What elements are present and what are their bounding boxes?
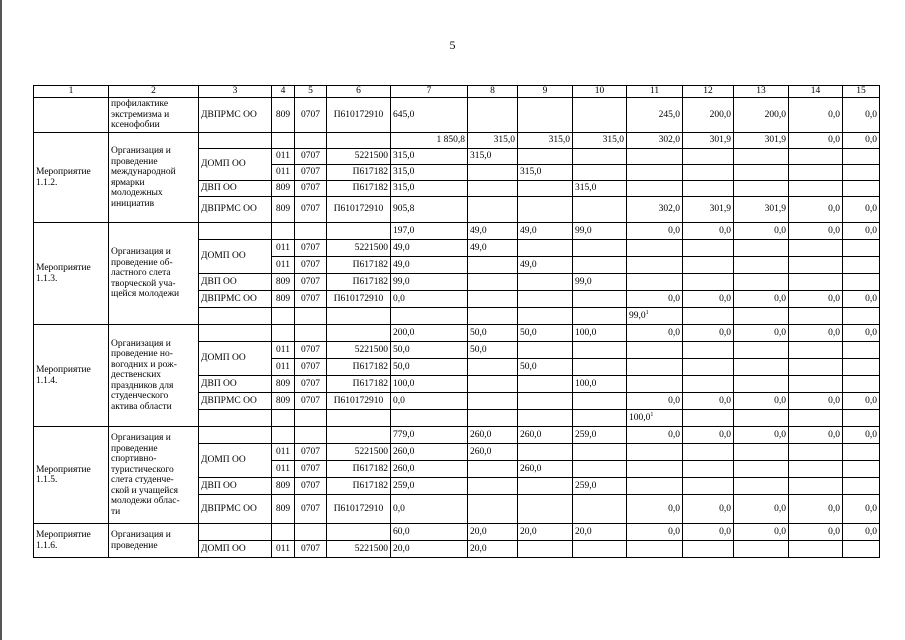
footnote-value: 100,0 (629, 412, 651, 423)
table-cell: 20,0 (573, 524, 627, 541)
event-name-line: Организация и (111, 530, 171, 540)
table-cell: 011 (272, 444, 295, 461)
event-name-cell (109, 427, 199, 524)
table-cell: 0,0 (843, 427, 880, 444)
table-cell: 315,0 (573, 133, 627, 149)
event-name-cell (109, 133, 199, 223)
table-cell: 0707 (295, 393, 327, 410)
event-id-cell (34, 98, 109, 133)
table-cell: 905,8 (391, 197, 468, 223)
table-cell: 011 (272, 359, 295, 376)
table-cell: 779,0 (391, 427, 468, 444)
table-cell: 0707 (295, 461, 327, 478)
table-cell: П617182 (327, 478, 391, 495)
table-cell (468, 98, 518, 133)
table-cell: 0,0 (683, 427, 734, 444)
event-name-line: Организация и (111, 433, 171, 443)
table-cell: 809 (272, 495, 295, 524)
table-cell: 0,0 (734, 495, 789, 524)
event-name-line: Организация и (111, 338, 171, 349)
event-name-line: ской и учащейся (111, 485, 178, 496)
table-cell: 99,0 (573, 223, 627, 240)
event-name-cell: профилактике экстремизма и ксенофобии (109, 98, 199, 133)
table-cell: 50,0 (468, 342, 518, 359)
table-cell: 809 (272, 98, 295, 133)
table-cell: 100,0 (573, 376, 627, 393)
table-cell: 315,0 (468, 133, 518, 149)
table-cell: 49,0 (468, 240, 518, 257)
table-cell: 315,0 (518, 165, 573, 181)
event-name-line: праздников для (111, 380, 174, 391)
page-left-edge (0, 0, 2, 640)
table-cell: 0,0 (734, 291, 789, 308)
org-cell: ДОМП ОО (199, 342, 272, 376)
event-id-cell: Мероприятие 1.1.4. (34, 325, 109, 427)
event-name-cell (109, 524, 199, 558)
table-cell: 0,0 (627, 427, 683, 444)
table-cell: 0,0 (789, 427, 843, 444)
table-cell: 809 (272, 291, 295, 308)
column-header: 11 (627, 86, 683, 98)
table-cell: 0,0 (391, 291, 468, 308)
event-name-line: щейся молодежи (111, 289, 180, 300)
table-cell: 315,0 (391, 165, 468, 181)
column-header: 1 (34, 86, 109, 98)
table-cell: 50,0 (468, 325, 518, 342)
table-cell: 200,0 (683, 98, 734, 133)
table-cell: 0,0 (683, 325, 734, 342)
event-id-cell: Мероприятие 1.1.3. (34, 223, 109, 325)
table-cell: 259,0 (391, 478, 468, 495)
table-cell: 49,0 (518, 257, 573, 274)
table-cell: 0,0 (734, 223, 789, 240)
table-cell: 0,0 (789, 133, 843, 149)
table-cell: 50,0 (518, 325, 573, 342)
footnote-mark: 1 (645, 309, 649, 316)
table-cell: 0707 (295, 376, 327, 393)
event-name-line: проведение об- (111, 257, 173, 268)
table-cell: 0,0 (734, 393, 789, 410)
event-id-cell: Мероприятие 1.1.6. (34, 524, 109, 558)
table-cell: 809 (272, 376, 295, 393)
table-cell: 0,0 (843, 393, 880, 410)
table-cell: 0,0 (843, 133, 880, 149)
table-cell: П617182 (327, 181, 391, 197)
table-cell: 50,0 (391, 342, 468, 359)
table-cell: 315,0 (468, 149, 518, 165)
table-cell: 0,0 (843, 325, 880, 342)
column-header: 6 (327, 86, 391, 98)
table-cell: 0,0 (683, 524, 734, 541)
table-cell: 0,0 (683, 223, 734, 240)
table-cell: 0,0 (789, 393, 843, 410)
event-name-cell (109, 325, 199, 427)
event-name-line: творческой уча- (111, 278, 176, 289)
table-cell: 5221500 (327, 149, 391, 165)
table-cell: 1 850,8 (391, 133, 468, 149)
table-cell: 20,0 (468, 524, 518, 541)
event-name-line: вогодних и рож- (111, 359, 177, 370)
table-row (34, 325, 880, 342)
event-name-line: актива области (111, 401, 172, 412)
table-cell: 809 (272, 197, 295, 223)
table-cell: 99,0 (573, 274, 627, 291)
event-name-line: проведение но- (111, 349, 173, 360)
table-cell: 809 (272, 478, 295, 495)
table-cell: 301,9 (734, 197, 789, 223)
table-cell: 0,0 (627, 291, 683, 308)
table-cell: 0,0 (843, 98, 880, 133)
org-cell: ДВП ОО (199, 274, 272, 291)
table-cell: 200,0 (734, 98, 789, 133)
event-name-line: ти (111, 506, 121, 517)
table-cell: 20,0 (391, 541, 468, 558)
table-cell: 302,0 (627, 197, 683, 223)
table-cell: 0,0 (843, 223, 880, 240)
event-name-line: туристического (111, 464, 174, 475)
table-cell: 197,0 (391, 223, 468, 240)
org-cell: ДВПРМС ОО (199, 98, 272, 133)
table-cell: 259,0 (573, 478, 627, 495)
event-name-line: дественских (111, 370, 162, 381)
column-header: 5 (295, 86, 327, 98)
table-cell: 0,0 (843, 291, 880, 308)
table-cell: 260,0 (518, 427, 573, 444)
table-cell: 301,9 (734, 133, 789, 149)
table-cell: 809 (272, 393, 295, 410)
column-header: 9 (518, 86, 573, 98)
table-cell: 260,0 (391, 444, 468, 461)
table-cell (573, 98, 627, 133)
table-cell: 0,0 (789, 524, 843, 541)
table-row (34, 133, 880, 149)
table-cell: 011 (272, 461, 295, 478)
table-cell: 0707 (295, 541, 327, 558)
org-cell: ДВП ОО (199, 376, 272, 393)
table-cell: 011 (272, 240, 295, 257)
table-cell: 809 (272, 274, 295, 291)
table-cell: 99,0 (391, 274, 468, 291)
table-cell: 0707 (295, 291, 327, 308)
event-name-cell (109, 223, 199, 325)
org-cell: ДВП ОО (199, 181, 272, 197)
table-cell: 60,0 (391, 524, 468, 541)
event-id-cell: Мероприятие 1.1.2. (34, 133, 109, 223)
table-cell: 315,0 (391, 181, 468, 197)
table-cell: 0707 (295, 257, 327, 274)
table-cell: 0707 (295, 240, 327, 257)
table-cell: 5221500 (327, 444, 391, 461)
column-header: 8 (468, 86, 518, 98)
table-cell: 0707 (295, 495, 327, 524)
table-cell: П617182 (327, 165, 391, 181)
table-cell (518, 98, 573, 133)
table-cell: 0,0 (789, 495, 843, 524)
table-cell: 0707 (295, 274, 327, 291)
org-cell: ДВПРМС ОО (199, 197, 272, 223)
event-name: Организация и проведение международной ярмарки молодежных инициатив (111, 146, 176, 209)
table-cell: 0707 (295, 342, 327, 359)
column-header: 4 (272, 86, 295, 98)
table-cell: 0707 (295, 149, 327, 165)
table-cell: 100,0 (391, 376, 468, 393)
column-header: 7 (391, 86, 468, 98)
table-cell: 0,0 (627, 223, 683, 240)
org-cell: ДВПРМС ОО (199, 393, 272, 410)
table-cell: 0707 (295, 359, 327, 376)
table-cell: П617182 (327, 274, 391, 291)
table-cell: 011 (272, 541, 295, 558)
event-name-line: Организация и (111, 247, 171, 258)
table-cell: 49,0 (391, 240, 468, 257)
org-cell: ДОМП ОО (199, 541, 272, 558)
table-cell: 20,0 (518, 524, 573, 541)
table-cell: 5221500 (327, 342, 391, 359)
column-header: 14 (789, 86, 843, 98)
table-cell: 0,0 (789, 197, 843, 223)
event-name-line: молодежи облас- (111, 496, 180, 506)
table-cell: 0,0 (683, 291, 734, 308)
table-cell: П617182 (327, 461, 391, 478)
table-cell: 0707 (295, 478, 327, 495)
table-cell: 20,0 (468, 541, 518, 558)
table-cell: 0,0 (683, 393, 734, 410)
table-row (34, 524, 880, 541)
table-cell: 0,0 (789, 325, 843, 342)
table-row (34, 223, 880, 240)
table-cell: П617182 (327, 359, 391, 376)
org-cell: ДОМП ОО (199, 240, 272, 274)
table-cell: 0,0 (683, 495, 734, 524)
table-cell: П610172910 (327, 98, 391, 133)
table-cell: 50,0 (391, 359, 468, 376)
table-cell: 5221500 (327, 240, 391, 257)
table-cell: 0,0 (789, 291, 843, 308)
footnote-cell (627, 308, 683, 325)
table-cell: 259,0 (573, 427, 627, 444)
table-cell: 0,0 (789, 223, 843, 240)
column-header: 3 (199, 86, 272, 98)
column-header: 10 (573, 86, 627, 98)
table-cell: 0707 (295, 98, 327, 133)
table-cell: 0707 (295, 165, 327, 181)
table-cell: 301,9 (683, 133, 734, 149)
table-cell: 49,0 (391, 257, 468, 274)
event-name-line: студенческого (111, 391, 169, 402)
org-cell: ДОМП ОО (199, 149, 272, 181)
table-cell: 0,0 (843, 495, 880, 524)
table-cell: 0,0 (391, 495, 468, 524)
table-cell: 260,0 (468, 444, 518, 461)
table-row (34, 427, 880, 444)
footnote-mark: 1 (650, 411, 654, 418)
table-cell: 0707 (295, 444, 327, 461)
table-cell: 0,0 (734, 427, 789, 444)
table-cell: П617182 (327, 376, 391, 393)
table-cell: 011 (272, 342, 295, 359)
table-cell: 200,0 (391, 325, 468, 342)
footnote-value: 99,0 (629, 310, 646, 321)
table-cell: 245,0 (627, 98, 683, 133)
table-cell: 0,0 (627, 495, 683, 524)
table-cell: 315,0 (391, 149, 468, 165)
column-header: 15 (843, 86, 880, 98)
table-cell: 260,0 (518, 461, 573, 478)
column-header: 13 (734, 86, 789, 98)
table-cell: 0,0 (627, 393, 683, 410)
event-name-line: спортивно- (111, 454, 157, 464)
table-cell: 302,0 (627, 133, 683, 149)
event-name-line: проведение (111, 443, 158, 454)
table-cell: 260,0 (391, 461, 468, 478)
table-cell: 49,0 (518, 223, 573, 240)
event-id-cell: Мероприятие 1.1.5. (34, 427, 109, 524)
event-name-line: слета студенче- (111, 475, 174, 485)
event-name-line: ластного слета (111, 268, 171, 279)
table-cell: 315,0 (518, 133, 573, 149)
org-cell: ДВПРМС ОО (199, 291, 272, 308)
table-cell: 0,0 (843, 197, 880, 223)
table-header-row (34, 86, 880, 98)
table-cell: 0707 (295, 197, 327, 223)
table-cell: 0,0 (627, 325, 683, 342)
table-cell: П610172910 (327, 291, 391, 308)
org-cell: ДОМП ОО (199, 444, 272, 478)
budget-table (33, 85, 880, 558)
column-header: 2 (109, 86, 199, 98)
table-cell: П617182 (327, 257, 391, 274)
table-cell: 011 (272, 257, 295, 274)
table-cell: П610172910 (327, 197, 391, 223)
table-cell: П610172910 (327, 393, 391, 410)
table-cell: 260,0 (468, 427, 518, 444)
table-cell: 49,0 (468, 223, 518, 240)
org-cell: ДВП ОО (199, 478, 272, 495)
table-cell: 0,0 (734, 325, 789, 342)
footnote-cell (627, 410, 683, 427)
table-cell: 0,0 (843, 524, 880, 541)
column-header: 12 (683, 86, 734, 98)
table-cell: 0,0 (627, 524, 683, 541)
table-cell: 0,0 (391, 393, 468, 410)
org-cell: ДВПРМС ОО (199, 495, 272, 524)
table-cell: 0,0 (734, 524, 789, 541)
table-cell: 0,0 (789, 98, 843, 133)
page-number: 5 (449, 38, 456, 52)
table-row (34, 98, 880, 133)
table-cell: 645,0 (391, 98, 468, 133)
table-cell: 5221500 (327, 541, 391, 558)
table-cell: 315,0 (573, 181, 627, 197)
table-cell: 011 (272, 149, 295, 165)
table-cell: 50,0 (518, 359, 573, 376)
table-cell: 0707 (295, 181, 327, 197)
event-name-line: проведение (111, 540, 158, 551)
table-cell: П610172910 (327, 495, 391, 524)
table-cell: 100,0 (573, 325, 627, 342)
table-cell: 809 (272, 181, 295, 197)
table-cell: 011 (272, 165, 295, 181)
table-cell: 301,9 (683, 197, 734, 223)
